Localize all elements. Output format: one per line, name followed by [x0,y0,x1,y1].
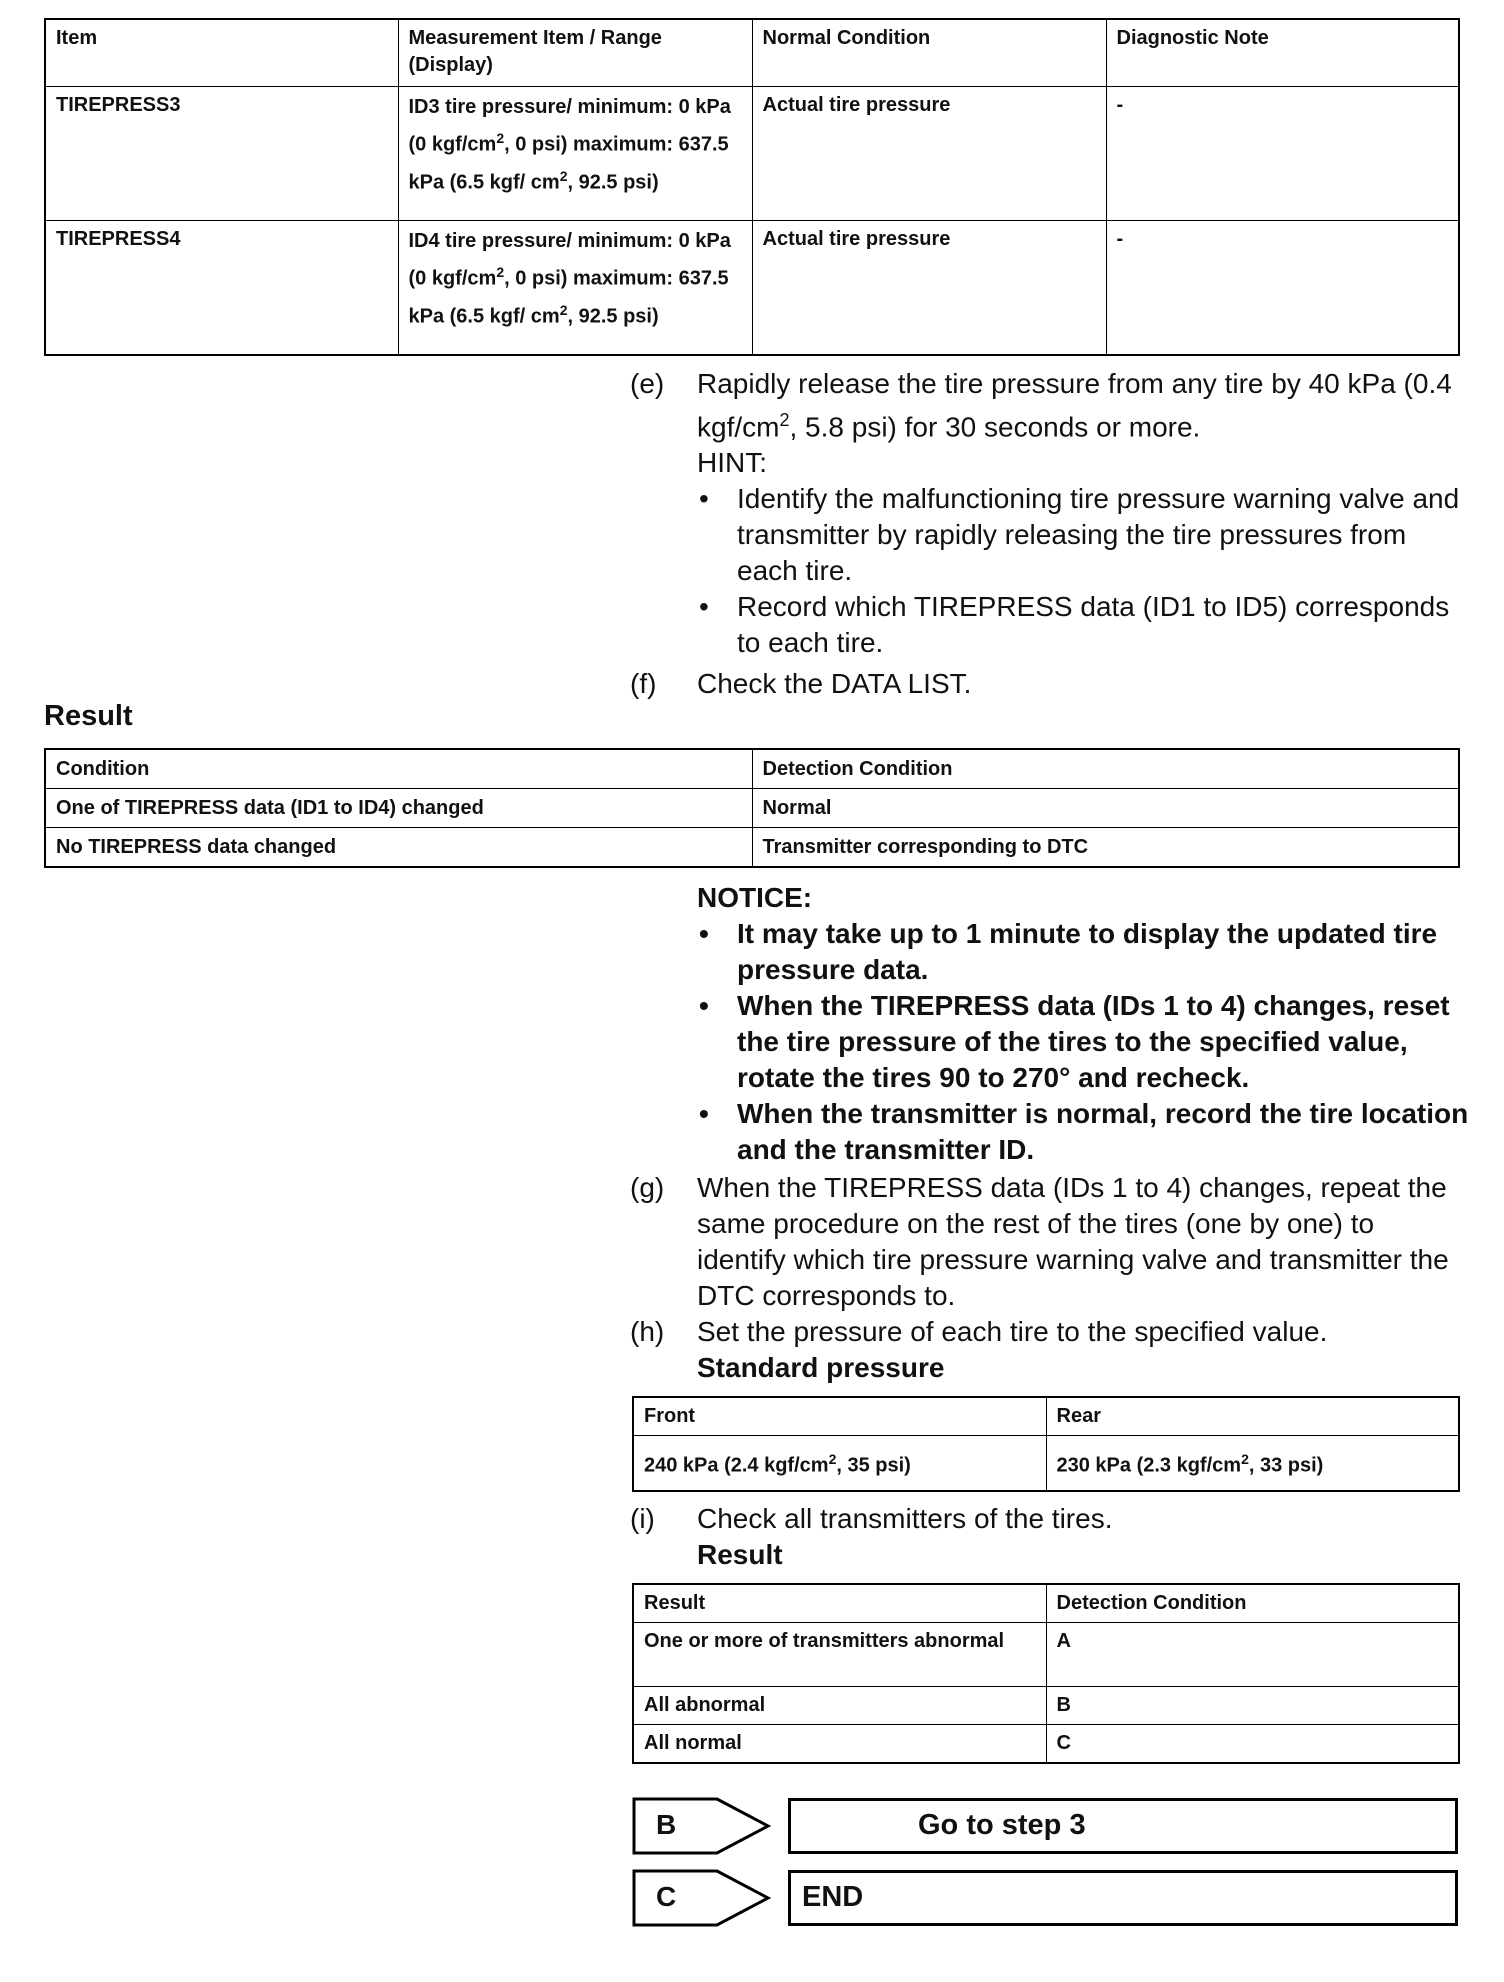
hint-list [697,481,1470,661]
table-row [45,789,1459,828]
result-b-tag [632,1797,772,1855]
step-label: (h) [630,1316,665,1347]
arrow-tag-icon [632,1797,772,1855]
table-header-row [45,19,1459,87]
notice-title: NOTICE: [697,882,813,913]
note-cell: - [1106,87,1459,221]
table-row [45,828,1459,868]
list-item: • It may take up to 1 minute to display the updated tire pressure data. [697,916,1477,988]
list-item: • When the TIREPRESS data (IDs 1 to 4) changes, reset the tire pressure of the tires to the specified value, rotate the tires 90 to 270° and recheck. [697,988,1477,1096]
transmitter-result-table [632,1583,1460,1764]
arrow-tag-icon [632,1869,772,1927]
item-cell: TIREPRESS4 [45,221,398,356]
normal-cell: Actual tire pressure [752,221,1106,356]
result-subheading: Result [697,1539,783,1570]
table-row [633,1725,1459,1764]
item-cell: TIREPRESS3 [45,87,398,221]
step-g [630,1170,1470,1314]
table-row [633,1687,1459,1725]
notice-block [697,880,1477,1168]
header-detection-condition: Detection Condition [1046,1584,1459,1623]
condition-cell: One of TIREPRESS data (ID1 to ID4) changed [45,789,752,828]
detection-cell: B [1046,1687,1459,1725]
list-item: • Identify the malfunctioning tire pressure warning valve and transmitter by rapidly releasing the tire pressures from each tire. [697,481,1470,589]
step-i [630,1501,1470,1573]
rear-pressure-cell: 230 kPa (2.3 kgf/$cm^2$, 33 psi) [1046,1436,1459,1492]
result-cell: All abnormal [633,1687,1046,1725]
list-item: • Record which TIREPRESS data (ID1 to ID5) corresponds to each tire. [697,589,1470,661]
result-cell: All normal [633,1725,1046,1764]
header-rear: Rear [1046,1397,1459,1436]
table-row [45,87,1459,221]
result-cell: One or more of transmitters abnormal [633,1623,1046,1687]
step-text: Check all transmitters of the tires. [697,1503,1113,1534]
header-diagnostic-note: Diagnostic Note [1106,19,1459,87]
end-link[interactable]: END [788,1870,1458,1926]
step-text: Rapidly release the tire pressure from any tire by 40 kPa (0.4 kgf/$cm^2$, 5.8 psi) for 30 seconds or more. [697,368,1452,443]
header-front: Front [633,1397,1046,1436]
range-cell: ID3 tire pressure/ minimum: 0 kPa (0 kgf/$cm^2$, 0 psi) maximum: 637.5 kPa (6.5 kgf/ $cm^2$, 92.5 psi) [398,87,752,221]
step-text: When the TIREPRESS data (IDs 1 to 4) changes, repeat the same procedure on the rest of the tires (one by one) to identify which tire pressure warning valve and transmitter the DTC corresponds to. [697,1172,1449,1311]
step-h [630,1314,1470,1386]
result-heading: Result [44,700,133,732]
result-c-tag [632,1869,772,1927]
detection-cell: Transmitter corresponding to DTC [752,828,1459,868]
result-table [44,748,1460,868]
detection-cell: C [1046,1725,1459,1764]
header-detection-condition: Detection Condition [752,749,1459,789]
standard-pressure-heading: Standard pressure [697,1352,945,1383]
table-header-row [45,749,1459,789]
header-item: Item [45,19,398,87]
step-label: (i) [630,1503,655,1534]
step-label: (e) [630,368,665,399]
tirepress-data-table [44,18,1460,356]
table-header-row [633,1397,1459,1436]
step-f [630,666,1470,702]
tag-label: C [656,1881,677,1912]
hint-label: HINT: [697,447,767,479]
detection-cell: A [1046,1623,1459,1687]
normal-cell: Actual tire pressure [752,87,1106,221]
table-row [45,221,1459,356]
header-measurement: Measurement Item / Range (Display) [398,19,752,87]
standard-pressure-table [632,1396,1460,1492]
step-text: Set the pressure of each tire to the specified value. [697,1316,1328,1347]
go-to-step-3-link[interactable]: Go to step 3 [788,1798,1458,1854]
step-text: Check the DATA LIST. [697,668,972,699]
table-header-row [633,1584,1459,1623]
detection-cell: Normal [752,789,1459,828]
range-cell: ID4 tire pressure/ minimum: 0 kPa (0 kgf/$cm^2$, 0 psi) maximum: 637.5 kPa (6.5 kgf/ $cm^2$, 92.5 psi) [398,221,752,356]
table-row [633,1623,1459,1687]
step-label: (g) [630,1172,665,1203]
header-condition: Condition [45,749,752,789]
tag-label: B [656,1809,677,1840]
step-label: (f) [630,668,657,699]
note-cell: - [1106,221,1459,356]
condition-cell: No TIREPRESS data changed [45,828,752,868]
step-e [630,366,1470,661]
list-item: • When the transmitter is normal, record the tire location and the transmitter ID. [697,1096,1477,1168]
front-pressure-cell: 240 kPa (2.4 kgf/$cm^2$, 35 psi) [633,1436,1046,1492]
header-result: Result [633,1584,1046,1623]
table-row [633,1436,1459,1492]
header-normal-condition: Normal Condition [752,19,1106,87]
